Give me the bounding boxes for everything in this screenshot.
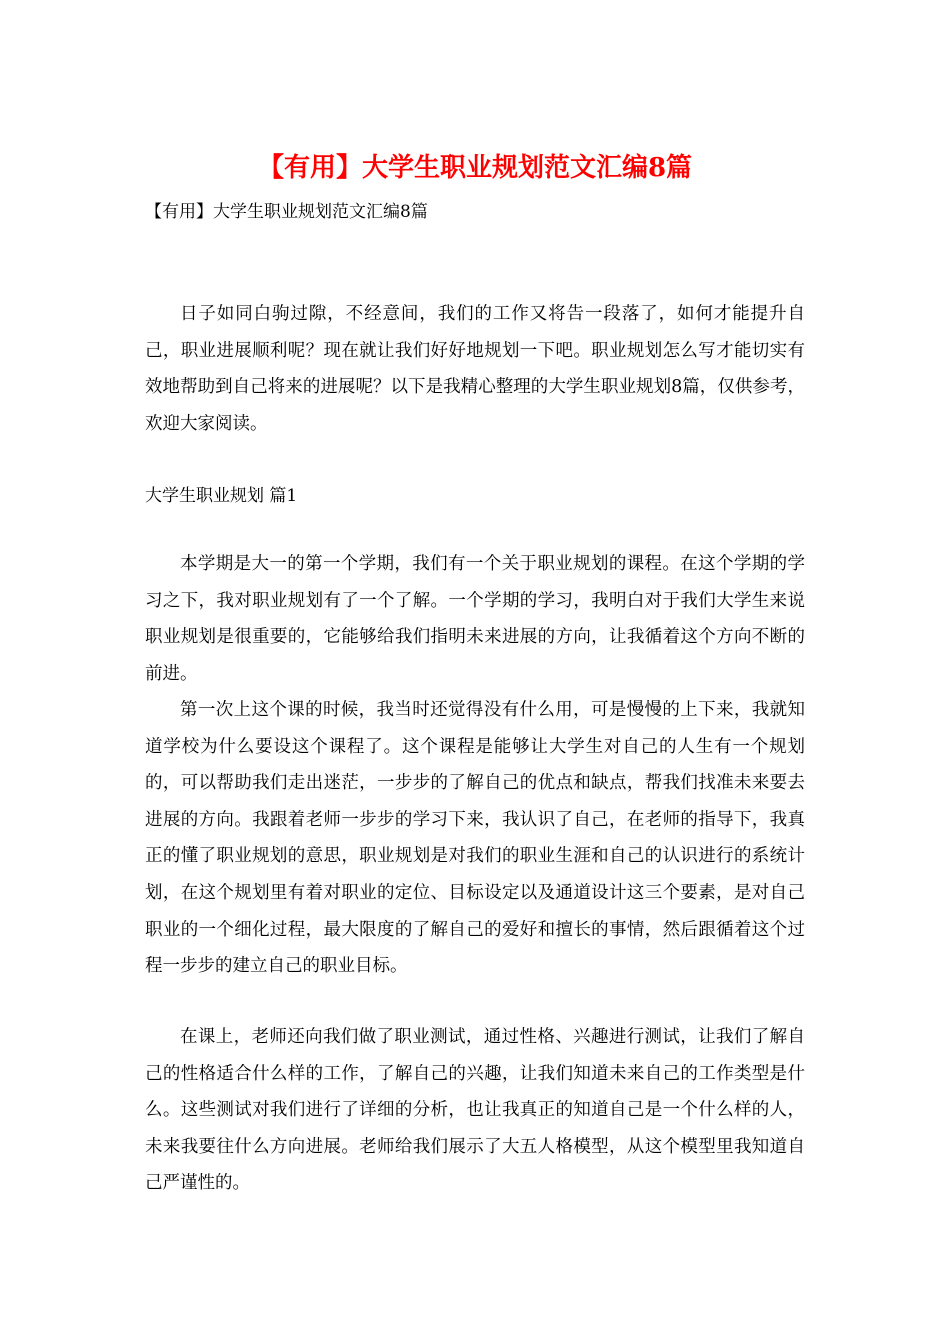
intro-paragraph: 日子如同白驹过隙，不经意间，我们的工作又将告一段落了，如何才能提升自己，职业进展顺利呢？现在就让我们好好地规划一下吧。职业规划怎么写才能切实有效地帮助到自己将来的进展呢？以下是我精心整理的大学生职业规划8篇，仅供参考，欢迎大家阅读。 [145,304,805,434]
document-title: 【有用】大学生职业规划范文汇编8篇 [257,153,693,183]
body-paragraph-2: 第一次上这个课的时候，我当时还觉得没有什么用，可是慢慢的上下来，我就知道学校为什么要设这个课程了。这个课程是能够让大学生对自己的人生有一个规划的，可以帮助我们走出迷茫，一步步的了解自己的优点和缺点，帮我们找准未来要去进展的方向。我跟着老师一步步的学习下来，我认识了自己，在老师的指导下，我真正的懂了职业规划的意思，职业规划是对我们的职业生涯和自己的认识进行的系统计划，在这个规划里有着对职业的定位、目标设定以及通道设计这三个要素，是对自己职业的一个细化过程，最大限度的了解自己的爱好和擅长的事情，然后跟循着这个过程一步步的建立自己的职业目标。 [145,700,805,977]
body-paragraph-1: 本学期是大一的第一个学期，我们有一个关于职业规划的课程。在这个学期的学习之下，我对职业规划有了一个了解。一个学期的学习，我明白对于我们大学生来说职业规划是很重要的，它能够给我们指明未来进展的方向，让我循着这个方向不断的前进。 [145,554,805,684]
document-subtitle: 【有用】大学生职业规划范文汇编8篇 [145,202,428,222]
section-heading: 大学生职业规划 篇1 [145,486,298,506]
body-paragraph-3: 在课上，老师还向我们做了职业测试，通过性格、兴趣进行测试，让我们了解自己的性格适合什么样的工作，了解自己的兴趣，让我们知道未来自己的工作类型是什么。这些测试对我们进行了详细的分析，也让我真正的知道自己是一个什么样的人，未来我要往什么方向进展。老师给我们展示了大五人格模型，从这个模型里我知道自己严谨性的。 [145,1027,805,1194]
